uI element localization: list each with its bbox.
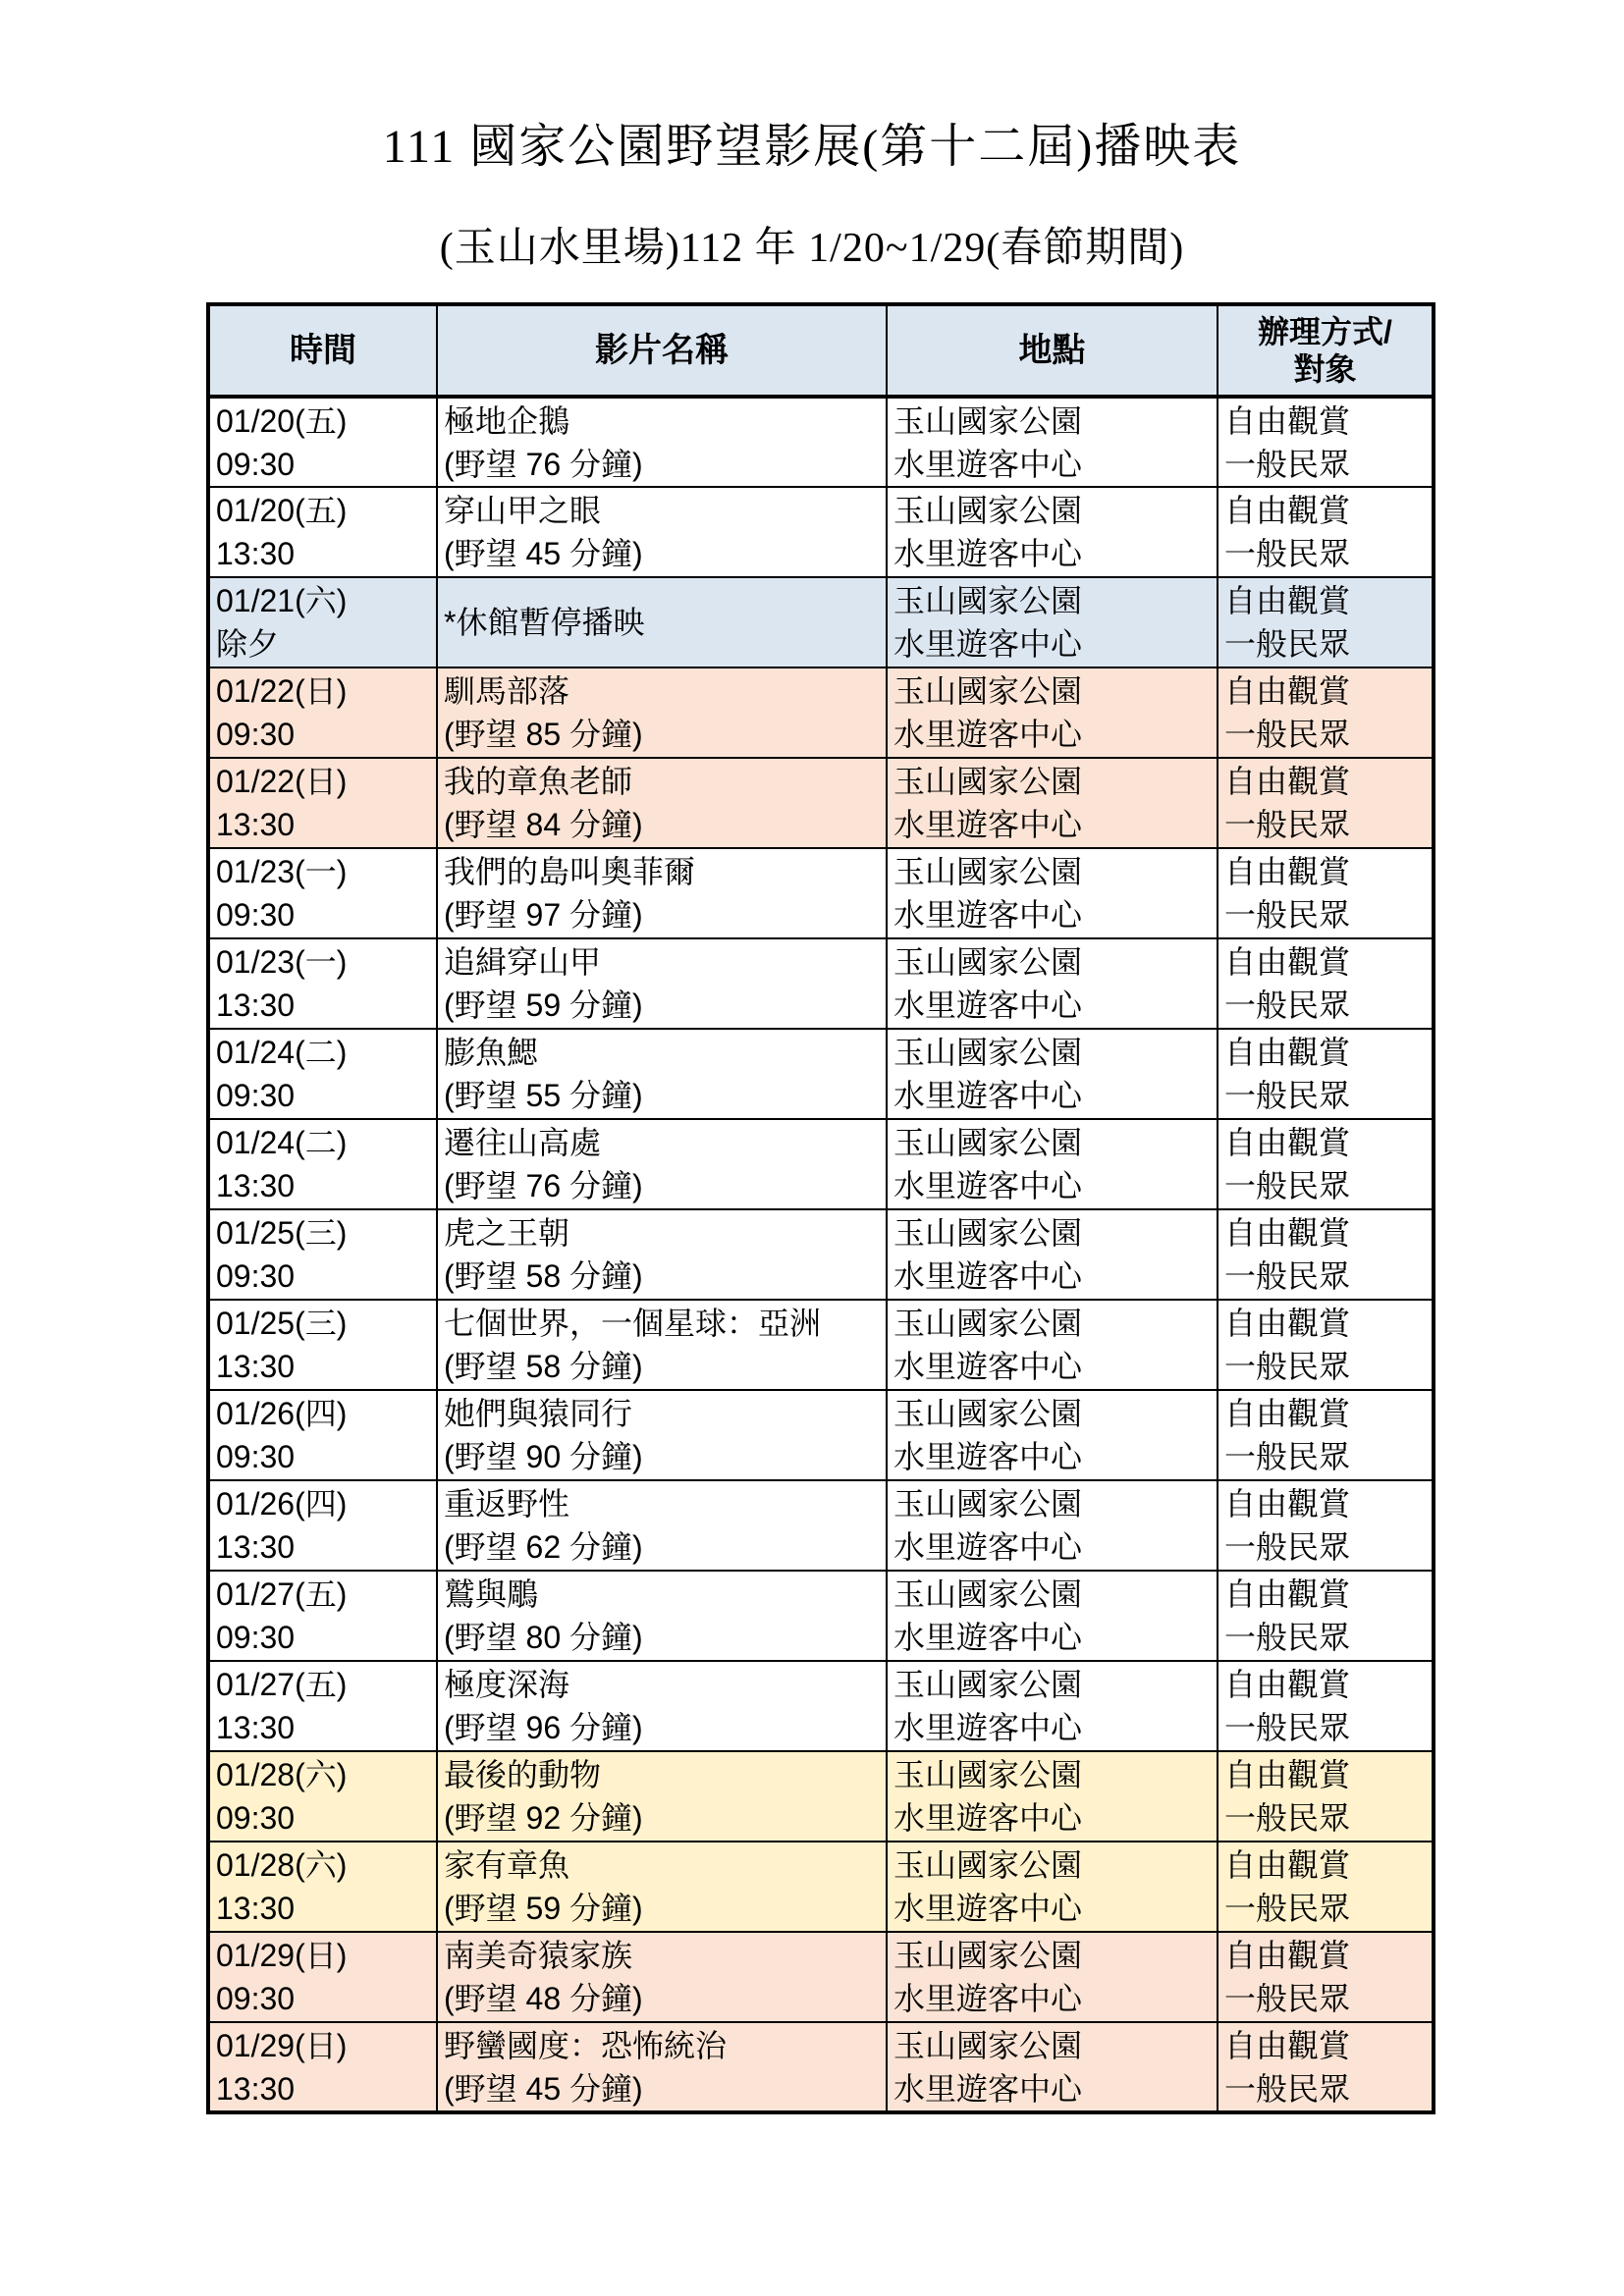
page-title: 111 國家公園野望影展(第十二屆)播映表 xyxy=(382,121,1242,173)
mode-line1: 自由觀賞 xyxy=(1224,1576,1351,1612)
mode-line2: 一般民眾 xyxy=(1224,1439,1351,1474)
time-cell xyxy=(208,1571,437,1661)
film-cell xyxy=(437,1029,887,1119)
film-title: 我們的島叫奧菲爾 xyxy=(444,854,696,889)
mode-line1: 自由觀賞 xyxy=(1224,1667,1351,1702)
mode-line1: 自由觀賞 xyxy=(1224,1215,1351,1251)
location-line1: 玉山國家公園 xyxy=(893,854,1083,889)
location-cell xyxy=(887,848,1218,938)
location-line2: 水里遊客中心 xyxy=(893,626,1083,662)
time-cell xyxy=(208,1480,437,1571)
film-cell xyxy=(437,1480,887,1571)
location-line2: 水里遊客中心 xyxy=(893,536,1083,571)
mode-cell xyxy=(1218,397,1434,487)
mode-cell xyxy=(1218,758,1434,848)
film-duration: (野望 45 分鐘) xyxy=(444,536,643,571)
time-cell xyxy=(208,1751,437,1842)
mode-line2: 一般民眾 xyxy=(1224,807,1351,842)
mode-cell xyxy=(1218,2022,1434,2112)
header-row xyxy=(208,304,1434,397)
date-text: 01/28(六) xyxy=(216,1757,348,1792)
film-title: 追緝穿山甲 xyxy=(444,944,602,980)
schedule-row xyxy=(208,487,1434,577)
location-line1: 玉山國家公園 xyxy=(893,1847,1083,1883)
time-cell xyxy=(208,1932,437,2022)
mode-line1: 自由觀賞 xyxy=(1224,1486,1351,1522)
header-film: 影片名稱 xyxy=(437,304,887,397)
time-text: 09:30 xyxy=(216,1800,296,1836)
date-text: 01/21(六) xyxy=(216,583,348,618)
time-text: 13:30 xyxy=(216,807,296,842)
date-text: 01/20(五) xyxy=(216,402,348,439)
location-cell xyxy=(887,577,1218,667)
location-cell xyxy=(887,938,1218,1029)
schedule-row xyxy=(208,1842,1434,1932)
date-text: 01/24(二) xyxy=(216,1125,348,1160)
mode-line1: 自由觀賞 xyxy=(1224,764,1351,799)
location-cell xyxy=(887,1571,1218,1661)
location-line2: 水里遊客中心 xyxy=(893,1710,1083,1745)
date-text: 01/29(日) xyxy=(216,1938,348,1973)
schedule-row xyxy=(208,1932,1434,2022)
location-line2: 水里遊客中心 xyxy=(893,1168,1083,1203)
film-duration: (野望 45 分鐘) xyxy=(444,2070,643,2107)
time-cell xyxy=(208,397,437,487)
location-line2: 水里遊客中心 xyxy=(893,1078,1083,1113)
film-duration: (野望 80 分鐘) xyxy=(444,1620,643,1655)
location-line1: 玉山國家公園 xyxy=(893,673,1083,709)
location-cell xyxy=(887,1300,1218,1390)
time-text: 13:30 xyxy=(216,988,296,1023)
time-text: 13:30 xyxy=(216,2070,296,2107)
time-text: 13:30 xyxy=(216,536,296,571)
location-line1: 玉山國家公園 xyxy=(893,1215,1083,1251)
time-cell xyxy=(208,1209,437,1300)
location-line1: 玉山國家公園 xyxy=(893,1757,1083,1792)
date-text: 01/22(日) xyxy=(216,764,348,799)
time-text: 09:30 xyxy=(216,446,296,482)
film-duration: (野望 92 分鐘) xyxy=(444,1800,643,1836)
time-cell xyxy=(208,1029,437,1119)
location-line1: 玉山國家公園 xyxy=(893,944,1083,980)
mode-line2: 一般民眾 xyxy=(1224,536,1351,571)
mode-cell xyxy=(1218,1209,1434,1300)
time-text: 09:30 xyxy=(216,1981,296,2016)
mode-cell xyxy=(1218,1390,1434,1480)
date-text: 01/26(四) xyxy=(216,1486,348,1522)
mode-line1: 自由觀賞 xyxy=(1224,854,1351,889)
schedule-row xyxy=(208,1661,1434,1751)
time-text: 09:30 xyxy=(216,1078,296,1113)
time-cell xyxy=(208,1390,437,1480)
location-line2: 水里遊客中心 xyxy=(893,1800,1083,1836)
mode-line2: 一般民眾 xyxy=(1224,1800,1351,1836)
film-duration: (野望 90 分鐘) xyxy=(444,1439,643,1474)
header-mode-line1: 辦理方式/ xyxy=(1258,314,1392,349)
time-cell xyxy=(208,1119,437,1209)
schedule-row xyxy=(208,667,1434,758)
mode-line2: 一般民眾 xyxy=(1224,988,1351,1023)
location-line2: 水里遊客中心 xyxy=(893,1620,1083,1655)
film-cell xyxy=(437,667,887,758)
time-text: 09:30 xyxy=(216,1258,296,1294)
mode-line2: 一般民眾 xyxy=(1224,1981,1351,2016)
schedule-row xyxy=(208,1209,1434,1300)
mode-line2: 一般民眾 xyxy=(1224,1529,1351,1565)
time-cell xyxy=(208,577,437,667)
location-line1: 玉山國家公園 xyxy=(893,764,1083,799)
mode-line2: 一般民眾 xyxy=(1224,1620,1351,1655)
mode-line2: 一般民眾 xyxy=(1224,1258,1351,1294)
mode-line1: 自由觀賞 xyxy=(1224,1035,1351,1070)
film-cell xyxy=(437,1842,887,1932)
mode-line1: 自由觀賞 xyxy=(1224,1396,1351,1431)
time-text: 13:30 xyxy=(216,1710,296,1745)
time-text: 除夕 xyxy=(216,626,280,662)
film-duration: (野望 97 分鐘) xyxy=(444,897,643,933)
header-time: 時間 xyxy=(208,304,437,397)
mode-line2: 一般民眾 xyxy=(1224,446,1351,482)
film-cell xyxy=(437,758,887,848)
time-cell xyxy=(208,938,437,1029)
location-line2: 水里遊客中心 xyxy=(893,807,1083,842)
header-mode-line2: 對象 xyxy=(1293,351,1357,387)
mode-line1: 自由觀賞 xyxy=(1224,673,1351,709)
time-cell xyxy=(208,758,437,848)
schedule-row xyxy=(208,397,1434,487)
date-text: 01/24(二) xyxy=(216,1035,348,1070)
film-title: 遷往山高處 xyxy=(444,1125,602,1160)
schedule-row xyxy=(208,577,1434,667)
mode-line1: 自由觀賞 xyxy=(1224,1757,1351,1792)
film-duration: (野望 85 分鐘) xyxy=(444,717,643,752)
schedule-row xyxy=(208,938,1434,1029)
film-title: 我的章魚老師 xyxy=(444,764,633,799)
film-cell xyxy=(437,487,887,577)
date-text: 01/25(三) xyxy=(216,1306,348,1341)
location-line2: 水里遊客中心 xyxy=(893,2070,1083,2107)
location-cell xyxy=(887,487,1218,577)
schedule-row xyxy=(208,848,1434,938)
location-line1: 玉山國家公園 xyxy=(893,402,1083,439)
mode-cell xyxy=(1218,577,1434,667)
film-title: 膨魚鰓 xyxy=(444,1035,539,1070)
location-line1: 玉山國家公園 xyxy=(893,583,1083,618)
location-line1: 玉山國家公園 xyxy=(893,1125,1083,1160)
film-title: 鷲與鵰 xyxy=(444,1576,539,1612)
location-line2: 水里遊客中心 xyxy=(893,717,1083,752)
location-line1: 玉山國家公園 xyxy=(893,1667,1083,1702)
date-text: 01/25(三) xyxy=(216,1215,348,1251)
location-line1: 玉山國家公園 xyxy=(893,1035,1083,1070)
mode-line2: 一般民眾 xyxy=(1224,717,1351,752)
film-title: *休館暫停播映 xyxy=(444,605,645,640)
location-line1: 玉山國家公園 xyxy=(893,1938,1083,1973)
time-text: 09:30 xyxy=(216,717,296,752)
film-duration: (野望 58 分鐘) xyxy=(444,1349,643,1384)
date-text: 01/23(一) xyxy=(216,944,348,980)
location-line2: 水里遊客中心 xyxy=(893,897,1083,933)
mode-cell xyxy=(1218,487,1434,577)
film-duration: (野望 59 分鐘) xyxy=(444,1891,643,1926)
page-subtitle: (玉山水里場)112 年 1/20~1/29(春節期間) xyxy=(439,226,1185,271)
schedule-row xyxy=(208,1571,1434,1661)
schedule-row xyxy=(208,1029,1434,1119)
location-cell xyxy=(887,1119,1218,1209)
location-line2: 水里遊客中心 xyxy=(893,446,1083,482)
mode-line1: 自由觀賞 xyxy=(1224,402,1351,439)
location-line1: 玉山國家公園 xyxy=(893,1576,1083,1612)
header-location: 地點 xyxy=(887,304,1218,397)
location-cell xyxy=(887,2022,1218,2112)
mode-line2: 一般民眾 xyxy=(1224,1710,1351,1745)
schedule-row xyxy=(208,758,1434,848)
film-cell xyxy=(437,1571,887,1661)
location-cell xyxy=(887,758,1218,848)
mode-cell xyxy=(1218,1932,1434,2022)
mode-line2: 一般民眾 xyxy=(1224,897,1351,933)
location-cell xyxy=(887,1842,1218,1932)
location-line2: 水里遊客中心 xyxy=(893,1439,1083,1474)
mode-cell xyxy=(1218,1300,1434,1390)
film-duration: (野望 84 分鐘) xyxy=(444,807,643,842)
time-text: 09:30 xyxy=(216,1620,296,1655)
film-title: 重返野性 xyxy=(444,1486,570,1522)
film-cell xyxy=(437,848,887,938)
mode-line2: 一般民眾 xyxy=(1224,626,1351,662)
mode-cell xyxy=(1218,1119,1434,1209)
date-text: 01/22(日) xyxy=(216,673,348,709)
location-cell xyxy=(887,667,1218,758)
date-text: 01/28(六) xyxy=(216,1847,348,1883)
mode-line2: 一般民眾 xyxy=(1224,2070,1351,2107)
film-duration: (野望 58 分鐘) xyxy=(444,1258,643,1294)
mode-line2: 一般民眾 xyxy=(1224,1349,1351,1384)
location-cell xyxy=(887,1751,1218,1842)
film-duration: (野望 76 分鐘) xyxy=(444,446,643,482)
film-cell xyxy=(437,1209,887,1300)
film-duration: (野望 55 分鐘) xyxy=(444,1078,643,1113)
film-cell xyxy=(437,1661,887,1751)
mode-cell xyxy=(1218,1842,1434,1932)
film-duration: (野望 62 分鐘) xyxy=(444,1529,643,1565)
film-cell xyxy=(437,397,887,487)
time-cell xyxy=(208,1842,437,1932)
date-text: 01/29(日) xyxy=(216,2027,348,2063)
mode-line2: 一般民眾 xyxy=(1224,1891,1351,1926)
film-duration: (野望 76 分鐘) xyxy=(444,1168,643,1203)
film-title: 虎之王朝 xyxy=(444,1215,570,1251)
film-title: 極度深海 xyxy=(444,1667,570,1702)
mode-line2: 一般民眾 xyxy=(1224,1078,1351,1113)
schedule-table xyxy=(206,302,1435,2114)
mode-line1: 自由觀賞 xyxy=(1224,493,1351,528)
schedule-row xyxy=(208,1119,1434,1209)
film-duration: (野望 59 分鐘) xyxy=(444,988,643,1023)
film-title: 最後的動物 xyxy=(444,1757,602,1792)
mode-line1: 自由觀賞 xyxy=(1224,1125,1351,1160)
mode-line1: 自由觀賞 xyxy=(1224,1306,1351,1341)
film-title: 馴馬部落 xyxy=(444,673,570,709)
schedule-row xyxy=(208,1751,1434,1842)
mode-cell xyxy=(1218,667,1434,758)
film-cell xyxy=(437,2022,887,2112)
film-duration: (野望 96 分鐘) xyxy=(444,1710,643,1745)
time-text: 09:30 xyxy=(216,897,296,933)
location-line1: 玉山國家公園 xyxy=(893,2027,1083,2063)
date-text: 01/26(四) xyxy=(216,1396,348,1431)
film-cell xyxy=(437,1932,887,2022)
film-duration: (野望 48 分鐘) xyxy=(444,1981,643,2016)
location-line1: 玉山國家公園 xyxy=(893,493,1083,528)
time-cell xyxy=(208,487,437,577)
film-cell xyxy=(437,577,887,667)
schedule-header xyxy=(208,304,1434,397)
location-cell xyxy=(887,1661,1218,1751)
date-text: 01/20(五) xyxy=(216,493,348,528)
mode-cell xyxy=(1218,848,1434,938)
location-cell xyxy=(887,397,1218,487)
film-cell xyxy=(437,1300,887,1390)
time-text: 13:30 xyxy=(216,1349,296,1384)
header-mode xyxy=(1218,304,1434,397)
location-line2: 水里遊客中心 xyxy=(893,1529,1083,1565)
mode-cell xyxy=(1218,1029,1434,1119)
mode-line1: 自由觀賞 xyxy=(1224,583,1351,618)
mode-cell xyxy=(1218,1661,1434,1751)
location-line2: 水里遊客中心 xyxy=(893,1981,1083,2016)
location-line2: 水里遊客中心 xyxy=(893,1349,1083,1384)
mode-line2: 一般民眾 xyxy=(1224,1168,1351,1203)
mode-cell xyxy=(1218,1571,1434,1661)
film-title: 家有章魚 xyxy=(444,1847,570,1883)
location-line2: 水里遊客中心 xyxy=(893,1258,1083,1294)
time-text: 09:30 xyxy=(216,1439,296,1474)
mode-line1: 自由觀賞 xyxy=(1224,1938,1351,1973)
location-cell xyxy=(887,1480,1218,1571)
time-cell xyxy=(208,2022,437,2112)
film-title: 極地企鵝 xyxy=(444,402,570,439)
location-line1: 玉山國家公園 xyxy=(893,1396,1083,1431)
film-title: 穿山甲之眼 xyxy=(444,493,602,528)
date-text: 01/27(五) xyxy=(216,1667,348,1702)
mode-cell xyxy=(1218,1751,1434,1842)
mode-line1: 自由觀賞 xyxy=(1224,1847,1351,1883)
time-cell xyxy=(208,1300,437,1390)
film-title: 七個世界，一個星球：亞洲 xyxy=(444,1306,822,1341)
location-line1: 玉山國家公園 xyxy=(893,1306,1083,1341)
mode-cell xyxy=(1218,1480,1434,1571)
location-cell xyxy=(887,1932,1218,2022)
schedule-row xyxy=(208,1480,1434,1571)
mode-line1: 自由觀賞 xyxy=(1224,2027,1351,2063)
schedule-row xyxy=(208,1300,1434,1390)
film-cell xyxy=(437,1390,887,1480)
film-title: 她們與猿同行 xyxy=(444,1396,633,1431)
location-line2: 水里遊客中心 xyxy=(893,1891,1083,1926)
schedule-row xyxy=(208,2022,1434,2112)
location-line2: 水里遊客中心 xyxy=(893,988,1083,1023)
date-text: 01/23(一) xyxy=(216,854,348,889)
location-cell xyxy=(887,1390,1218,1480)
time-text: 13:30 xyxy=(216,1529,296,1565)
time-cell xyxy=(208,667,437,758)
mode-cell xyxy=(1218,938,1434,1029)
time-text: 13:30 xyxy=(216,1891,296,1926)
film-cell xyxy=(437,938,887,1029)
time-cell xyxy=(208,848,437,938)
mode-line1: 自由觀賞 xyxy=(1224,944,1351,980)
location-cell xyxy=(887,1209,1218,1300)
time-text: 13:30 xyxy=(216,1168,296,1203)
time-cell xyxy=(208,1661,437,1751)
schedule-body xyxy=(208,397,1434,2112)
film-title: 野蠻國度：恐怖統治 xyxy=(444,2027,728,2063)
film-cell xyxy=(437,1751,887,1842)
schedule-row xyxy=(208,1390,1434,1480)
film-cell xyxy=(437,1119,887,1209)
film-title: 南美奇猿家族 xyxy=(444,1938,633,1973)
location-line1: 玉山國家公園 xyxy=(893,1486,1083,1522)
location-cell xyxy=(887,1029,1218,1119)
date-text: 01/27(五) xyxy=(216,1576,348,1612)
